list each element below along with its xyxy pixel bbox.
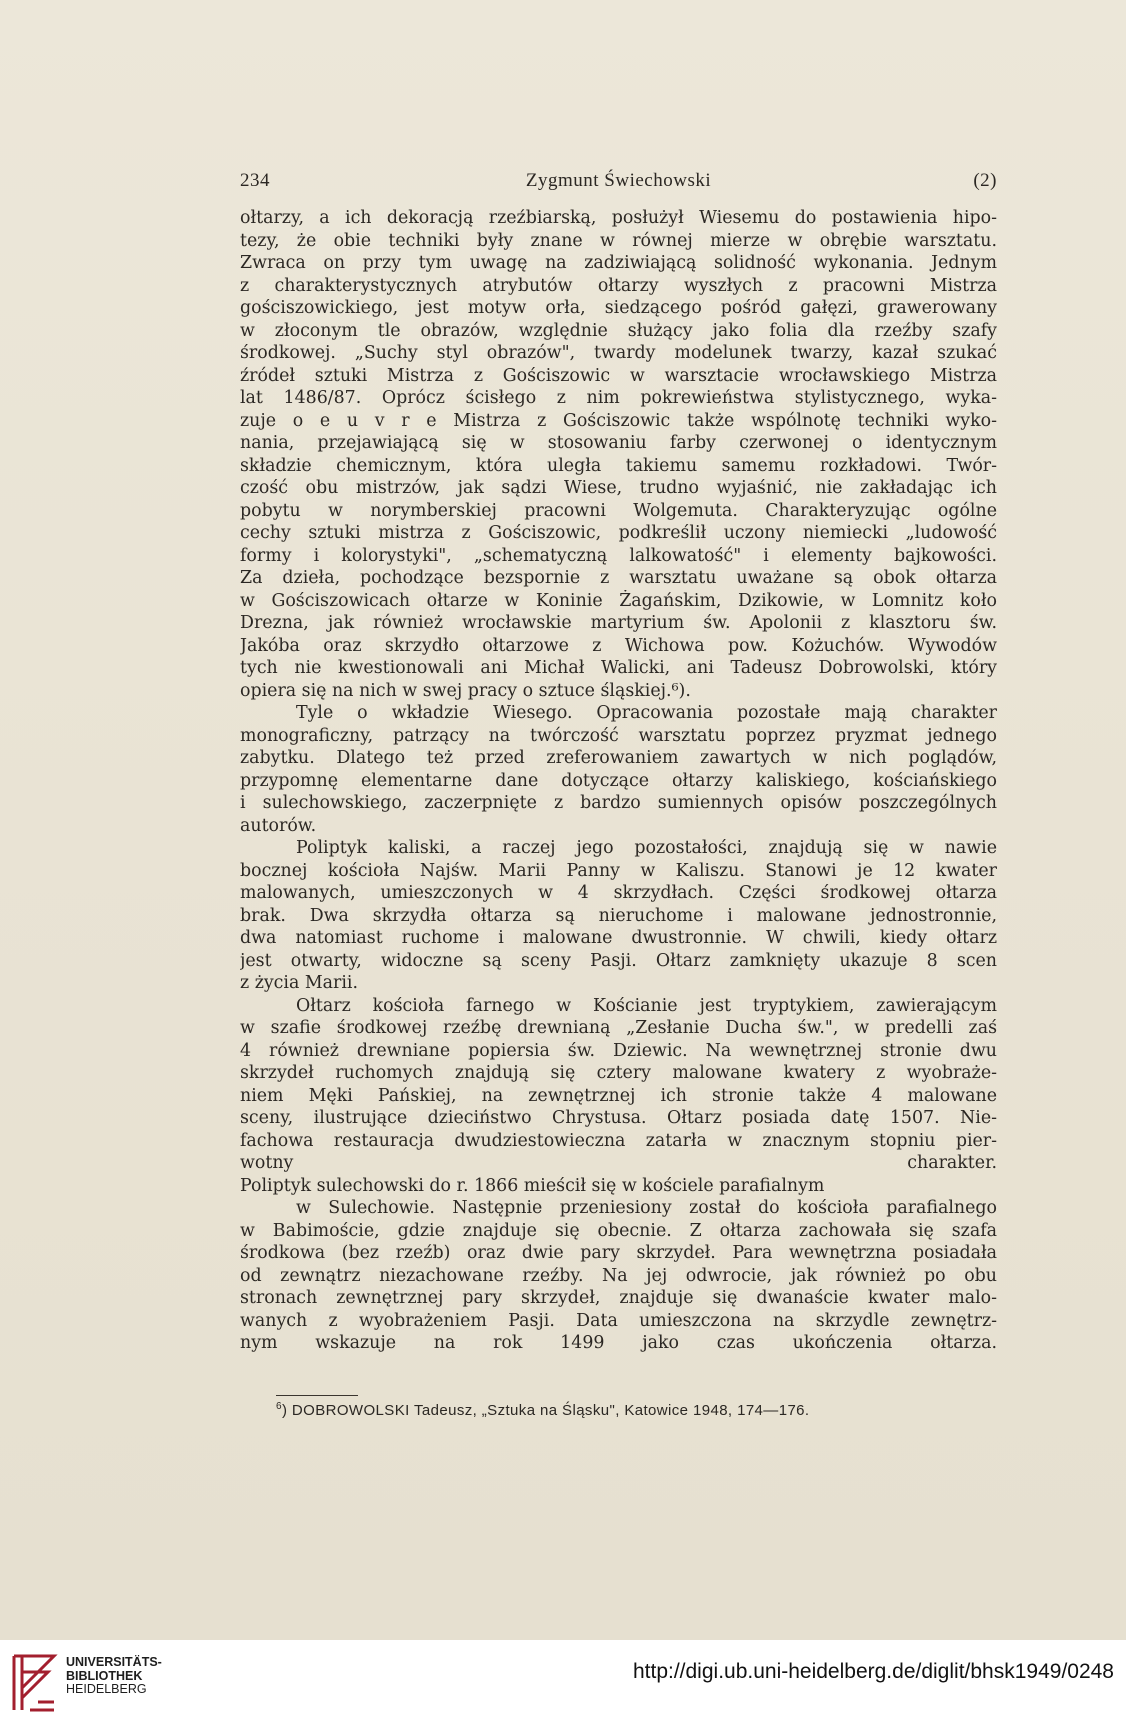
text-line: fachowa restauracja dwudziestowieczna zatarła w znacznym stopniu pier- bbox=[240, 1130, 997, 1151]
text-line: skrzydeł ruchomych znajdują się cztery malowane kwatery z wyobraże- bbox=[240, 1063, 997, 1083]
text-line: tych nie kwestionowali ani Michał Walicki, ani Tadeusz Dobrowolski, który bbox=[240, 658, 997, 678]
text-line: bocznej kościoła Najśw. Marii Panny w Kaliszu. Stanowi je 12 kwater bbox=[240, 860, 997, 881]
text-line: pobytu w norymberskiej pracowni Wolgemuta. Charakteryzując ogólne bbox=[240, 500, 997, 521]
text-line: malowanych, umieszczonych w 4 skrzydłach. Części środkowej ołtarza bbox=[240, 883, 997, 903]
library-name-line3: HEIDELBERG bbox=[66, 1682, 147, 1696]
section-number: (2) bbox=[973, 170, 997, 191]
text-line: tezy, że obie techniki były znane w równej mierze w obrębie warsztatu. bbox=[240, 230, 997, 251]
text-line: Jakóba oraz skrzydło ołtarzowe z Wichowa pow. Kożuchów. Wywodów bbox=[240, 635, 997, 656]
footnote-marker: 6 bbox=[276, 1401, 282, 1412]
text-line: w Sulechowie. Następnie przeniesiony został do kościoła parafialnego bbox=[296, 1198, 997, 1218]
text-line: nym wskazuje na rok 1499 jako czas ukończenia ołtarza. bbox=[240, 1333, 997, 1353]
running-header bbox=[240, 170, 997, 200]
footnote bbox=[276, 1402, 996, 1419]
text-line: od zewnątrz niezachowane rzeźby. Na jej odwrocie, jak również po obu bbox=[240, 1265, 997, 1286]
text-line: zabytku. Dlatego też przed zreferowaniem zawartych w nich poglądów, bbox=[240, 748, 997, 768]
footnote-text: ) DOBROWOLSKI Tadeusz, „Sztuka na Śląsku", Katowice 1948, 174—176. bbox=[281, 1402, 810, 1419]
text-line: z charakterystycznych atrybutów ołtarzy wyszłych z pracowni Mistrza bbox=[240, 275, 997, 296]
text-line: 4 również drewniane popiersia św. Dziewic. Na wewnętrznej stronie dwu bbox=[240, 1040, 997, 1061]
text-line: lat 1486/87. Oprócz ścisłego z nim pokrewieństwa stylistycznego, wyka- bbox=[240, 388, 997, 408]
text-line: składzie chemicznym, która uległa takiemu samemu rozkładowi. Twór- bbox=[240, 455, 997, 476]
university-library-logo-icon bbox=[8, 1652, 60, 1714]
text-line: dwa natomiast ruchome i malowane dwustronnie. W chwili, kiedy ołtarz bbox=[240, 928, 997, 948]
text-line: z życia Marii. bbox=[240, 973, 359, 993]
library-name bbox=[66, 1656, 162, 1697]
text-line: czość obu mistrzów, jak sądzi Wiese, trudno wyjaśnić, nie zakładając ich bbox=[240, 478, 997, 498]
text-line: Ołtarz kościoła farnego w Kościanie jest tryptykiem, zawierającym bbox=[296, 995, 997, 1016]
text-line: jest otwarty, widoczne są sceny Pasji. Ołtarz zamknięty ukazuje 8 scen bbox=[240, 950, 997, 971]
text-line: opiera się na nich w swej pracy o sztuce śląskiej.⁶). bbox=[240, 680, 691, 701]
text-line: Zwraca on przy tym uwagę na zadziwiającą solidność wykonania. Jednym bbox=[240, 253, 997, 273]
text-line: Za dzieła, pochodzące bezspornie z warsztatu uważane są obok ołtarza bbox=[240, 568, 997, 588]
text-line: Tyle o wkładzie Wiesego. Opracowania pozostałe mają charakter bbox=[296, 703, 997, 723]
text-line: monograficzny, patrzący na twórczość warsztatu poprzez pryzmat jednego bbox=[240, 725, 997, 746]
body-text bbox=[240, 207, 997, 1355]
text-line: sceny, ilustrujące dzieciństwo Chrystusa. Ołtarz posiada datę 1507. Nie- bbox=[240, 1108, 997, 1128]
text-line: ołtarzy, a ich dekoracją rzeźbiarską, posłużył Wiesemu do postawienia hipo- bbox=[240, 208, 997, 228]
text-line: środkowa (bez rzeźb) oraz dwie pary skrzydeł. Para wewnętrzna posiadała bbox=[240, 1243, 997, 1263]
text-line: źródeł sztuki Mistrza z Gościszowic w warsztacie wrocławskiego Mistrza bbox=[240, 365, 997, 386]
text-line: cechy sztuki mistrza z Gościszowic, podkreślił uczony niemiecki „ludowość bbox=[240, 523, 997, 543]
text-line: Poliptyk kaliski, a raczej jego pozostałości, znajdują się w nawie bbox=[296, 838, 997, 858]
page-number: 234 bbox=[240, 170, 270, 191]
source-url-link[interactable]: http://digi.ub.uni-heidelberg.de/diglit/bhsk1949/0248 bbox=[632, 1660, 1114, 1683]
text-line: w Babimoście, gdzie znajduje się obecnie. Z ołtarza zachowała się szafa bbox=[240, 1220, 997, 1241]
text-line: w złoconym tle obrazów, względnie służący jako folia dla rzeźby szafy bbox=[240, 320, 997, 341]
text-line: środkowej. „Suchy styl obrazów", twardy modelunek twarzy, kazał szukać bbox=[240, 343, 997, 363]
text-line: nania, przejawiającą się w stosowaniu farby czerwonej o identycznym bbox=[240, 433, 997, 453]
text-line: formy i kolorystyki", „schematyczną lalkowatość" i elementy bajkowości. bbox=[240, 545, 997, 566]
library-name-line2: BIBLIOTHEK bbox=[66, 1668, 143, 1683]
text-line: przypomnę elementarne dane dotyczące ołtarzy kaliskiego, kościańskiego bbox=[240, 770, 997, 791]
text-line: brak. Dwa skrzydła ołtarza są nieruchome i malowane jednostronnie, bbox=[240, 905, 997, 926]
footnote-rule bbox=[276, 1395, 358, 1396]
library-name-line1: UNIVERSITÄTS- bbox=[66, 1655, 162, 1669]
text-line: gościszowickiego, jest motyw orła, siedzącego pośród gałęzi, grawerowany bbox=[240, 298, 997, 318]
text-line: w Gościszowicach ołtarze w Koninie Żagańskim, Dzikowie, w Lomnitz koło bbox=[240, 590, 997, 611]
text-line: wanych z wyobrażeniem Pasji. Data umieszczona na skrzydle zewnętrz- bbox=[240, 1310, 997, 1331]
text-line: wotny charakter. bbox=[240, 1153, 997, 1173]
text-line: w szafie środkowej rzeźbę drewnianą „Zesłanie Ducha św.", w predelli zaś bbox=[240, 1018, 997, 1038]
text-line: Poliptyk sulechowski do r. 1866 mieścił się w kościele parafialnym bbox=[240, 1175, 825, 1196]
text-line: i sulechowskiego, zaczerpnięte z bardzo sumiennych opisów poszczególnych bbox=[240, 793, 997, 813]
text-line: Drezna, jak również wrocławskie martyrium św. Apolonii z klasztoru św. bbox=[240, 613, 997, 633]
text-line: autorów. bbox=[240, 815, 317, 836]
text-line: niem Męki Pańskiej, na zewnętrznej ich stronie także 4 malowane bbox=[240, 1085, 997, 1106]
text-line: stronach zewnętrznej pary skrzydeł, znajduje się dwanaście kwater malo- bbox=[240, 1288, 997, 1308]
running-author: Zygmunt Świechowski bbox=[525, 170, 712, 191]
text-line: zuje o e u v r e Mistrza z Gościszowic także wspólnotę techniki wyko- bbox=[240, 410, 997, 431]
digitization-footer bbox=[0, 1640, 1126, 1725]
